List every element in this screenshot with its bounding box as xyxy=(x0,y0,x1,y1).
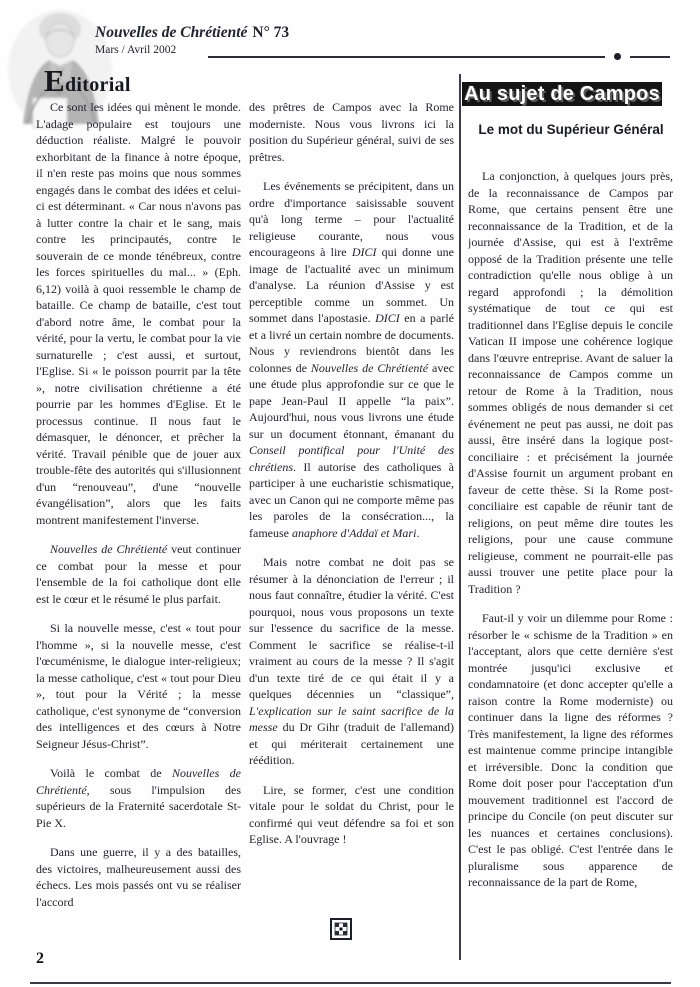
paragraph xyxy=(249,554,454,769)
italic-text-span: Conseil pontifical pour l'Unité des chrétiens xyxy=(249,443,454,474)
header-rule-line-short xyxy=(630,56,670,58)
text-span: , sous l'impulsion des supérieurs de la Fraternité sacerdotale St-Pie X. xyxy=(36,782,241,830)
text-span: La conjonction, à quelques jours près, de la reconnaissance de Campos par Rome, que certains pensent être une reconnaissance de la Tradition, et de la journée d'Assise, qui est à l'extrême opposé de la Tradition présente une telle contradiction qu'elle nous oblige à un regard approfondi ; la démolition systématique de tout ce qui est traditionnel dans l'Eglise depuis le concile Vatican II impose une cohérence logique dans l'œuvre entreprise. Avant de saluer la reconnaissance de Campos comme un retour de Rome à la Tradition, nous sommes obligés de nous demander si cet événement ne peut pas aussi, ne doit pas aussi, être inséré dans la logique post-conciliaire : et précisément la journée d'Assise fournit un argument probant en faveur de cette thèse. Si la Rome post-conciliaire est capable de réunir tant de religions, on peut même dire toutes les religions, pour une cause commune religieuse, comment ne pourrait-elle pas aussi trouver une petite place pour la Tradition ? xyxy=(468,169,673,596)
newsletter-title xyxy=(95,24,289,42)
issue-number: N° 73 xyxy=(252,24,290,41)
paragraph xyxy=(36,844,241,910)
text-span: Ce sont les idées qui mènent le monde. L'adage populaire est toujours une déduction réaliste. Malgré le pouvoir exhorbitant de la finance à notre époque, il n'en reste pas moins que nous sommes engagés dans le combat des idées et celui-ci est déterminant. « Car nous n'avons pas à lutter contre la chair et le sang, mais contre les principautés, contre le souverain de ce monde ténébreux, contre les forces spirituelles du mal... » (Eph. 6,12) voilà à quoi ressemble le champ de bataille. Ce champ de bataille, c'est tout d'abord notre âme, le combat pour la vérité, pour la vertu, le combat pour la vie surnaturelle ; c'est aussi, et surtout, l'Eglise. Si « le poisson pourrit par la tête », notre civilisation chrétienne a été pourrie par les hommes d'Eglise. Et le processus continue. Il nous faut le démasquer, le dénoncer, et prêcher la vérité. Travail pénible que de jouer aux trouble-fête des autorités qui s'illusionnent d'un “renouveau”, d'une “nouvelle évangélisation”, alors que les faits montrent manifestement l'inverse. xyxy=(36,100,241,527)
editorial-heading xyxy=(44,62,131,99)
editorial-rest: ditorial xyxy=(64,74,131,96)
editorial-column-2 xyxy=(249,99,454,911)
editorial-column-1 xyxy=(36,99,241,959)
text-span: Lire, se former, c'est une condition vitale pour le soldat du Christ, pour le confirmé qui veut défendre sa foi et son Eglise. A l'ouvrage ! xyxy=(249,782,454,846)
text-span: Dans une guerre, il y a des batailles, des victoires, malheureusement aussi des échecs. Les mois passés ont vu se réaliser l'accord xyxy=(36,845,241,909)
header-rule-line xyxy=(208,56,605,58)
paragraph xyxy=(468,610,673,891)
header-rule xyxy=(208,53,670,60)
italic-text-span: DICI xyxy=(375,311,400,325)
page-number: 2 xyxy=(36,950,44,967)
paragraph xyxy=(36,541,241,607)
campos-subheading: Le mot du Supérieur Général xyxy=(478,122,664,137)
text-span: qui donne une image de l'actualité avec un minimum d'analyse. La réunion d'Assise y est perceptible comme un sommet. Un sommet dans l'apostasie. xyxy=(249,245,454,325)
paragraph xyxy=(36,99,241,528)
campos-banner-label: Au sujet de Campos xyxy=(464,82,660,105)
italic-text-span: L'explication sur le saint sacrifice de la messe xyxy=(249,703,454,734)
text-span: avec une étude plus approfondie sur ce que le pape Jean-Paul II appelle “la paix”. Aujourd'hui, nous vous livrons une étude sur un document étonnant, émanant du xyxy=(249,360,454,441)
italic-text-span: Nouvelles de Chrétienté xyxy=(310,360,429,375)
text-span: Faut-il y voir un dilemme pour Rome : résorber le « schisme de la Tradition » en l'acceptant, alors que cette dernière s'est montrée jusqu'ici exclusive et condamnatoire (et donc accepter qu'elle a raison contre la Rome moderniste) ou continuer dans la ligne des réformes ? Très manifestement, la ligne des réformes est maintenue comme principe intangible et irréversible. Donc la condition que Rome doit poser pour l'acceptation d'un mouvement traditionnel est l'accord de principe du Concile (on peut discuter sur les nuances et certaines conclusions). C'est le pas obligé. C'est l'entrée dans le pluralisme sous apparence de reconnaissance de la part de Rome, xyxy=(468,611,673,889)
editorial-initial: E xyxy=(44,63,65,98)
text-span: Voilà le combat de xyxy=(50,766,172,780)
paragraph xyxy=(468,168,673,597)
text-span: . Il autorise des catholiques à participer à une eucharistie schismatique, avec un Canon qui ne comporte même pas les paroles de la consécration..., la fameuse xyxy=(249,459,454,540)
issue-date: Mars / Avril 2002 xyxy=(95,43,177,56)
paragraph xyxy=(36,765,241,831)
paragraph xyxy=(36,620,241,752)
campos-section-banner xyxy=(462,82,662,106)
text-span: veut continuer ce combat pour la messe et pour l'ensemble de la foi catholique dont elle est le cœur et le résumé le plus parfait. xyxy=(36,542,241,606)
italic-text-span: DICI xyxy=(351,245,377,259)
section-end-ornament-icon xyxy=(330,918,352,940)
paragraph xyxy=(249,99,454,165)
paragraph xyxy=(249,782,454,848)
text-span: Si la nouvelle messe, c'est « tout pour l'homme », si la nouvelle messe, c'est l'œcuménisme, le dialogue inter-religieux; la messe catholique, c'est « tout pour Dieu », tout pour la Vérité ; la messe catholique, c'est synonyme de “conversion des intelligences et des cœurs à Notre Seigneur Jésus-Christ”. xyxy=(36,621,241,751)
italic-text-span: anaphore d'Addaï et Mari xyxy=(291,525,417,540)
text-span: du Dr Gihr (traduit de l'allemand) et qui mériterait certainement une réédition. xyxy=(249,720,454,767)
text-span: des prêtres de Campos avec la Rome moderniste. Nous vous livrons ici la position du Supérieur général, suivi de ses prêtres. xyxy=(249,100,454,164)
footer-rule xyxy=(30,982,671,984)
text-span: Les événements se précipitent, dans un ordre d'importance saisissable souvent qu'à long terme – pour l'actualité religieuse courante, nous vous encourageons à lire xyxy=(249,179,454,259)
italic-text-span: Nouvelles de Chrétienté xyxy=(50,542,168,556)
newsletter-name: Nouvelles de Chrétienté xyxy=(95,24,248,41)
campos-article-column xyxy=(468,168,673,968)
column-divider xyxy=(459,74,461,960)
text-span: Mais notre combat ne doit pas se résumer à la dénonciation de l'erreur ; il nous faut connaître, étudier la vérité. C'est pourquoi, nous vous proposons un texte sur l'essence du sacrifice de la messe. Comment le sacrifice se réalise-t-il vraiment au cours de la messe ? Il s'agit d'un texte tiré de ce qui était il y a quelques décennies un “classique”, xyxy=(249,555,454,701)
italic-text-span: Nouvelles de Chrétienté xyxy=(36,766,241,797)
paragraph xyxy=(249,178,454,541)
text-span: . xyxy=(416,525,420,540)
bullet-dot-icon xyxy=(614,53,621,60)
text-span: en a parlé et a livré un certain nombre de documents. Nous y reviendrons bientôt dans les colonnes de xyxy=(249,311,454,375)
